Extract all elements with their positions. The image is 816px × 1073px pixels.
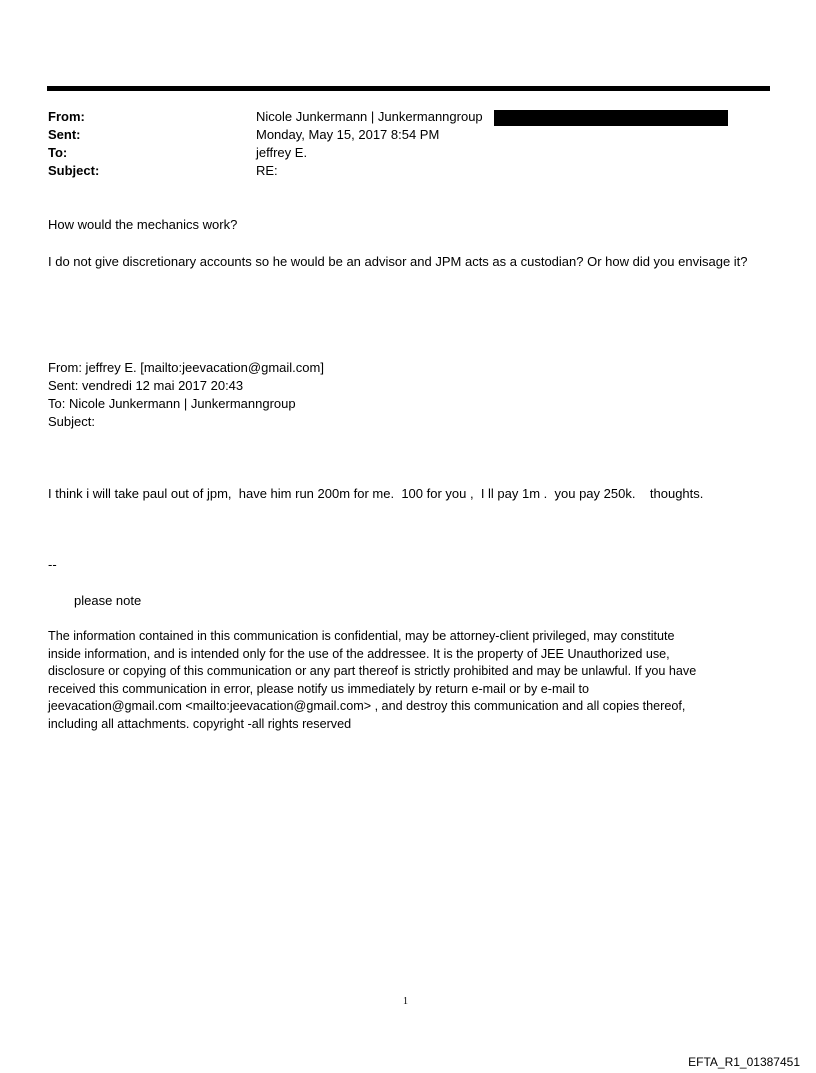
sent-value: Monday, May 15, 2017 8:54 PM bbox=[256, 127, 440, 142]
header-rule bbox=[47, 86, 770, 91]
subject-value: RE: bbox=[256, 163, 278, 178]
signature-separator: -- bbox=[48, 557, 57, 572]
disclaimer-line: including all attachments. copyright -all rights reserved bbox=[48, 716, 352, 731]
from-value: Nicole Junkermann | Junkermanngroup bbox=[256, 109, 483, 124]
disclaimer-line: disclosure or copying of this communication or any part thereof is strictly prohibited and may be unlawful. If you have bbox=[48, 664, 697, 679]
reply-line-1: How would the mechanics work? bbox=[48, 217, 238, 232]
disclaimer-line: received this communication in error, please notify us immediately by return e-mail or by e-mail to bbox=[48, 681, 590, 696]
disclaimer-line: The information contained in this communication is confidential, may be attorney-client privileged, may constitute bbox=[48, 629, 675, 643]
document-id: EFTA_R1_01387451 bbox=[688, 1055, 800, 1069]
quoted-to: To: Nicole Junkermann | Junkermanngroup bbox=[48, 396, 296, 411]
quoted-from: From: jeffrey E. [mailto:jeevacation@gmail.com] bbox=[48, 360, 324, 375]
quoted-subject: Subject: bbox=[48, 414, 95, 429]
reply-line-2: I do not give discretionary accounts so he would be an advisor and JPM acts as a custodian? Or how did you envisage it? bbox=[48, 254, 748, 269]
disclaimer-line: inside information, and is intended only for the use of the addressee. It is the property of JEE Unauthorized use, bbox=[48, 646, 670, 661]
from-label: From: bbox=[48, 109, 85, 124]
page-number: 1 bbox=[403, 996, 408, 1007]
quoted-sent: Sent: vendredi 12 mai 2017 20:43 bbox=[48, 378, 244, 393]
subject-label: Subject: bbox=[48, 163, 100, 178]
disclaimer-line: jeevacation@gmail.com <mailto:jeevacation@gmail.com> , and destroy this communication and all copies thereof, bbox=[48, 699, 686, 714]
sent-label: Sent: bbox=[48, 127, 81, 142]
to-label: To: bbox=[48, 145, 68, 160]
to-value: jeffrey E. bbox=[256, 145, 308, 160]
quoted-body: I think i will take paul out of jpm, have him run 200m for me. 100 for you , I ll pay 1m . you pay 250k. thoughts. bbox=[48, 486, 704, 501]
signature-note: please note bbox=[74, 593, 142, 608]
confidentiality-disclaimer bbox=[48, 628, 760, 734]
redaction-block bbox=[494, 110, 728, 126]
